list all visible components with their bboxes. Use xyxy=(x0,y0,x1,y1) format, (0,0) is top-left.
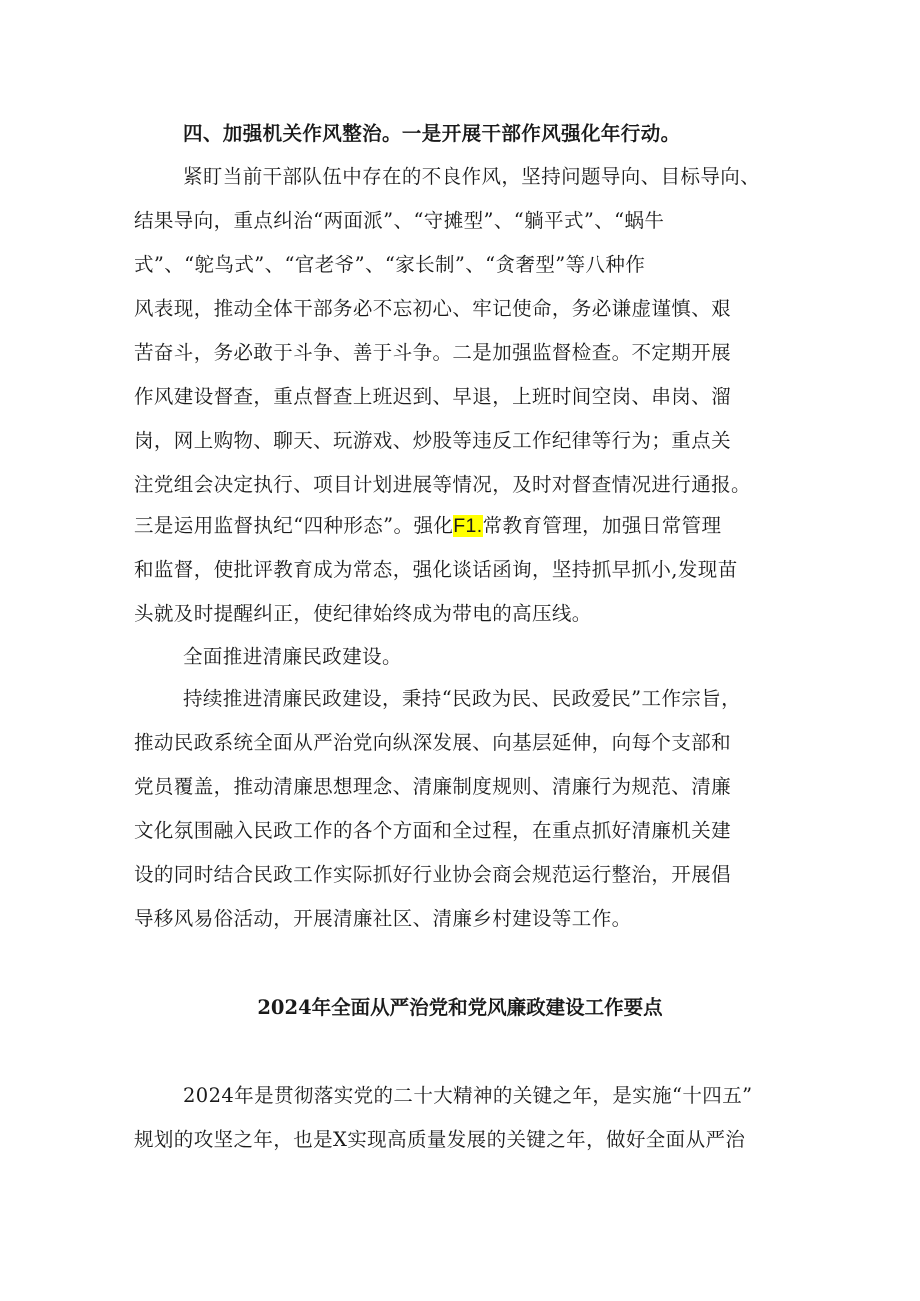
line-text-before: 三是运用监督执纪“四种形态”。强化 xyxy=(134,514,454,537)
paragraph-line: 风表现，推动全体干部务必不忘初心、牢记使命，务必谦虚谨慎、艰 xyxy=(134,297,732,320)
integrity-heading: 全面推进清廉民政建设。 xyxy=(183,645,402,668)
paragraph-line: 头就及时提醒纠正，使纪律始终成为带电的高压线。 xyxy=(134,602,592,625)
highlighted-mark: F1. xyxy=(453,515,483,537)
paragraph-line: 持续推进清廉民政建设，秉持“民政为民、民政爱民”工作宗旨， xyxy=(183,687,742,710)
paragraph-line: 结果导向，重点纠治“两面派”、“守摊型”、“躺平式”、“蜗牛 xyxy=(134,209,665,232)
paragraph-line: 规划的攻坚之年，也是X实现高质量发展的关键之年，做好全面从严治 xyxy=(134,1128,746,1151)
paragraph-line: 紧盯当前干部队伍中存在的不良作风，坚持问题导向、目标导向、 xyxy=(183,165,761,188)
section-four-heading: 四、加强机关作风整治。一是开展干部作风强化年行动。 xyxy=(183,122,681,145)
paragraph-line: 和监督，使批评教育成为常态，强化谈话函询，坚持抓早抓小,发现苗 xyxy=(134,558,738,581)
paragraph-line: 导移风易俗活动，开展清廉社区、清廉乡村建设等工作。 xyxy=(134,907,632,930)
paragraph-line-highlighted xyxy=(134,512,721,540)
paragraph-line: 推动民政系统全面从严治党向纵深发展、向基层延伸，向每个支部和 xyxy=(134,731,732,754)
paragraph-line: 岗，网上购物、聊天、玩游戏、炒股等违反工作纪律等行为；重点关 xyxy=(134,429,732,452)
paragraph-line: 文化氛围融入民政工作的各个方面和全过程，在重点抓好清廉机关建 xyxy=(134,819,732,842)
paragraph-line: 设的同时结合民政工作实际抓好行业协会商会规范运行整治，开展倡 xyxy=(134,863,732,886)
paragraph-line: 苦奋斗，务必敢于斗争、善于斗争。二是加强监督检查。不定期开展 xyxy=(134,341,732,364)
line-text-after: 常教育管理，加强日常管理 xyxy=(482,514,722,537)
paragraph-line: 式”、“鸵鸟式”、“官老爷”、“家长制”、“贪奢型”等八种作 xyxy=(134,253,646,276)
document-title: 2024年全面从严治党和党风廉政建设工作要点 xyxy=(257,996,663,1019)
paragraph-line: 2024年是贯彻落实党的二十大精神的关键之年，是实施“十四五” xyxy=(183,1084,753,1107)
paragraph-line: 作风建设督查，重点督查上班迟到、早退，上班时间空岗、串岗、溜 xyxy=(134,385,732,408)
paragraph-line: 注党组会决定执行、项目计划进展等情况，及时对督查情况进行通报。 xyxy=(134,473,751,496)
paragraph-line: 党员覆盖，推动清廉思想理念、清廉制度规则、清廉行为规范、清廉 xyxy=(134,775,732,798)
